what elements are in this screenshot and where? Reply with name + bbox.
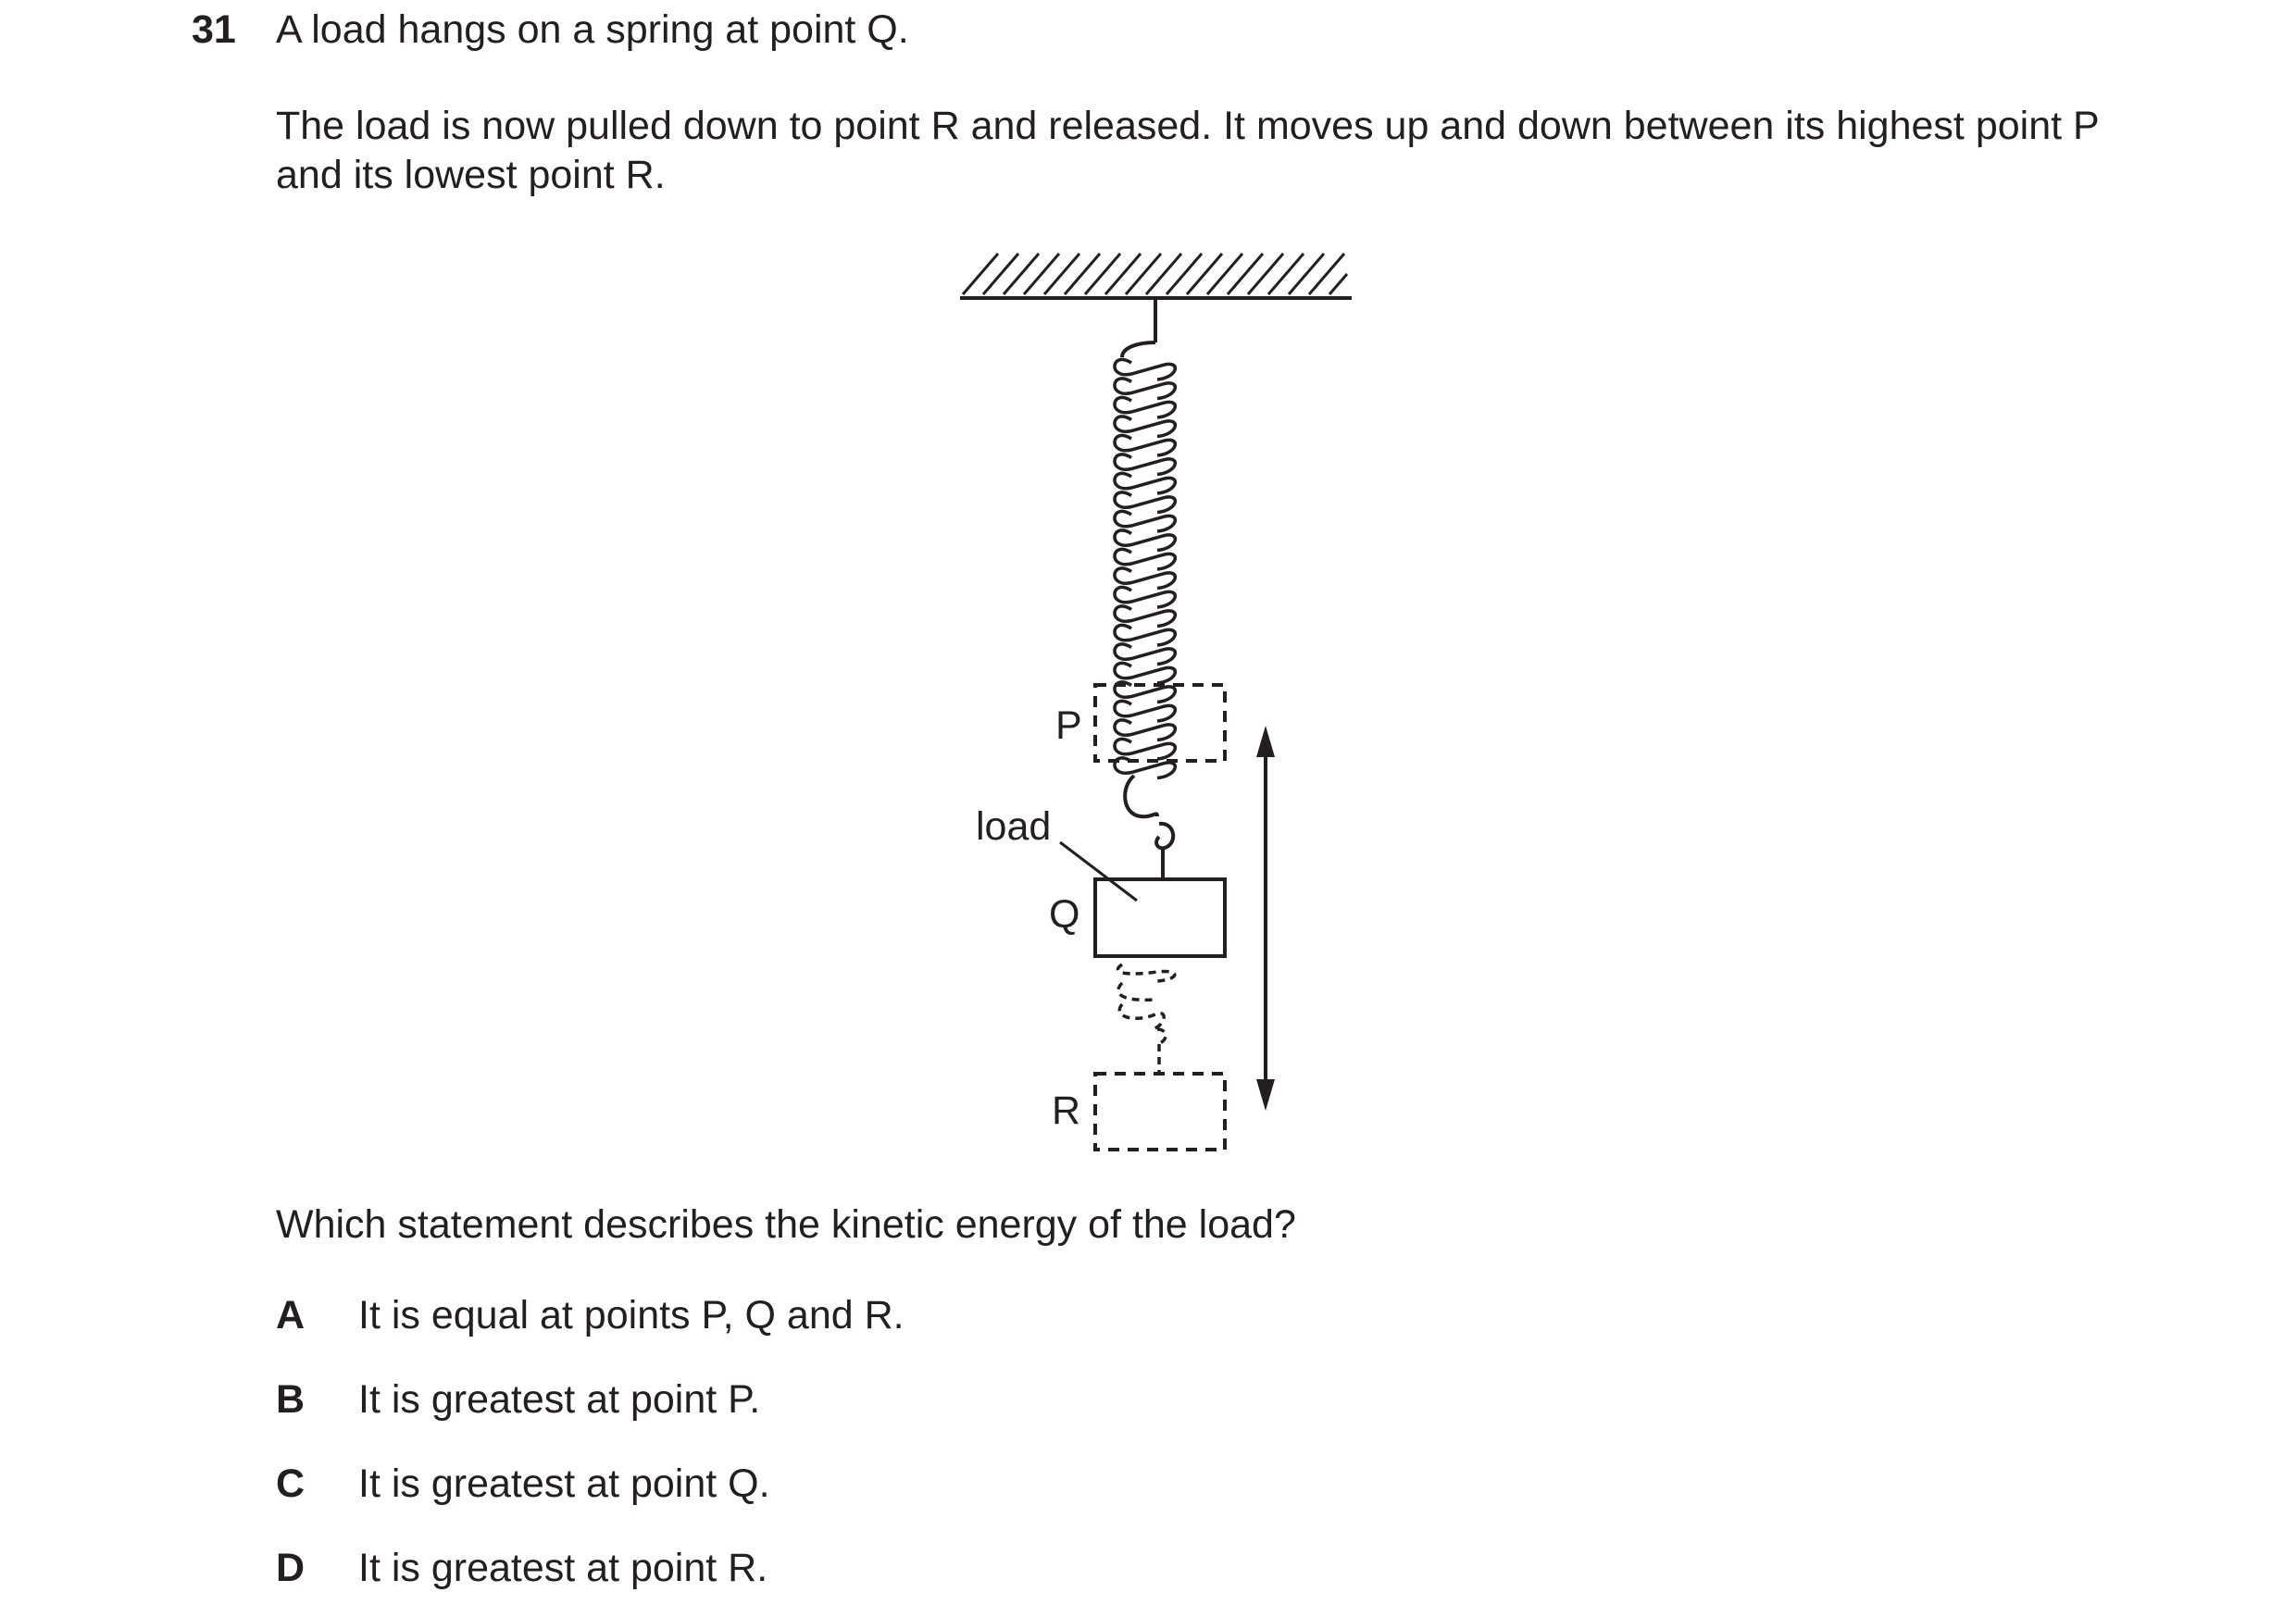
spring-coil: [1115, 454, 1175, 475]
spring-coil: [1115, 701, 1175, 721]
hatch-line: [1228, 254, 1263, 294]
option-text: It is greatest at point R.: [358, 1546, 768, 1590]
hatch-line: [1004, 254, 1039, 294]
spring: [1115, 298, 1175, 879]
spring-coil: [1115, 549, 1175, 569]
option-letter: C: [276, 1462, 306, 1506]
spring-coil: [1115, 625, 1175, 645]
spring-coil: [1115, 663, 1175, 683]
spring-coil: [1115, 511, 1175, 531]
spring-coil: [1115, 758, 1175, 778]
spring-coil: [1115, 606, 1175, 627]
spring-coil: [1115, 435, 1175, 455]
hatch-line: [1248, 254, 1283, 294]
spring-coil: [1115, 568, 1175, 589]
spring-coil: [1115, 720, 1175, 740]
spring-coil: [1115, 530, 1175, 551]
hatch-line: [1146, 254, 1181, 294]
arrow-head-down: [1256, 1079, 1275, 1111]
spring-coils: [1115, 359, 1175, 777]
ceiling-hatching: [963, 254, 1347, 294]
hatch-line: [1329, 274, 1347, 294]
arrow-head-up: [1256, 726, 1275, 757]
hatch-line: [1085, 254, 1120, 294]
option-letter: B: [276, 1377, 306, 1422]
spring-coil: [1115, 417, 1175, 437]
spring-coil: [1115, 473, 1175, 493]
spring-coil: [1115, 397, 1175, 417]
hatch-line: [1044, 254, 1079, 294]
spring-coil: [1115, 492, 1175, 513]
question-stem: A load hangs on a spring at point Q.: [276, 7, 909, 52]
label-load: load: [976, 804, 1052, 849]
r-position-dashed-box: [1095, 1074, 1225, 1150]
hatch-line: [1268, 254, 1304, 294]
hatch-line: [1126, 254, 1161, 294]
option-letter: D: [276, 1546, 306, 1590]
spring-hook: [1156, 824, 1173, 848]
ceiling: [960, 254, 1352, 298]
hatch-line: [1024, 254, 1059, 294]
label-r: R: [1052, 1088, 1081, 1133]
hatch-line: [1207, 254, 1242, 294]
load-block: [1095, 879, 1225, 956]
hatch-line: [1105, 254, 1141, 294]
spring-coil: [1115, 587, 1175, 607]
spring-coil: [1115, 739, 1175, 759]
motion-arrow: [1256, 726, 1275, 1111]
option-text: It is greatest at point Q.: [358, 1462, 770, 1506]
question-prompt: Which statement describes the kinetic energy of the load?: [276, 1202, 1296, 1247]
hatch-line: [1289, 254, 1324, 294]
option-letter: A: [276, 1293, 306, 1337]
hatch-line: [1187, 254, 1222, 294]
option-text: It is greatest at point P.: [358, 1377, 761, 1422]
question-paragraph: The load is now pulled down to point R and released. It moves up and down between its highest point P and its lowest point R.: [276, 104, 2099, 197]
spring-top-lead: [1122, 342, 1155, 357]
spring-bottom-lead: [1125, 776, 1157, 816]
spring-coil: [1115, 359, 1175, 379]
hatch-line: [1167, 254, 1202, 294]
spring-coil: [1115, 644, 1175, 665]
hatch-line: [1065, 254, 1100, 294]
spring-coil: [1115, 379, 1175, 399]
hatch-line: [963, 254, 998, 294]
hatch-line: [1309, 254, 1344, 294]
hatch-line: [983, 254, 1018, 294]
option-text: It is equal at points P, Q and R.: [358, 1293, 905, 1337]
label-p: P: [1055, 703, 1082, 748]
question-number: 31: [192, 7, 236, 52]
dashed-spring-extension: [1118, 964, 1175, 1074]
label-q: Q: [1049, 892, 1080, 937]
